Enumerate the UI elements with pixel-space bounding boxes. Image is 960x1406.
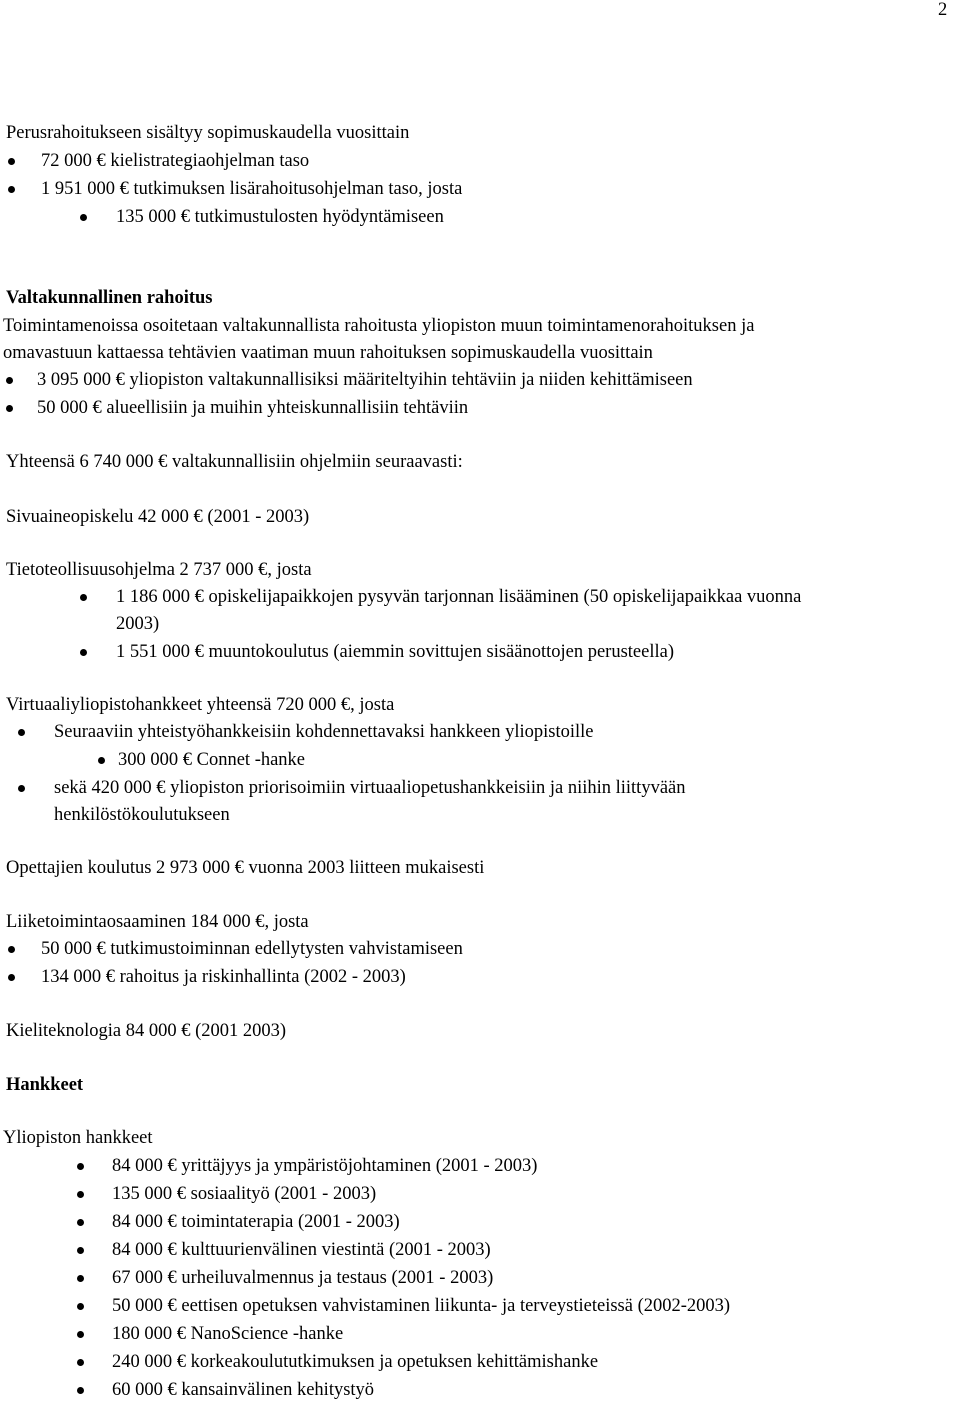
list-item: 84 000 € toimintaterapia (2001 - 2003): [112, 1212, 400, 1232]
sub-list-item: 300 000 € Connet -hanke: [118, 750, 306, 770]
bullet-icon: [77, 1387, 84, 1394]
bullet-icon: [77, 1303, 84, 1310]
bullet-icon: [18, 729, 25, 736]
list-item: 3 095 000 € yliopiston valtakunnallisiksi määriteltyihin tehtäviin ja niiden kehittämiseen: [37, 370, 693, 390]
teacher-training-line: Opettajien koulutus 2 973 000 € vuonna 2003 liitteen mukaisesti: [6, 858, 485, 878]
list-item: 50 000 € eettisen opetuksen vahvistaminen liikunta- ja terveystieteissä (2002-2003): [112, 1296, 731, 1316]
list-item: 134 000 € rahoitus ja riskinhallinta (2002 - 2003): [41, 967, 406, 987]
list-item: 67 000 € urheiluvalmennus ja testaus (2001 - 2003): [112, 1268, 494, 1288]
university-projects-heading: Yliopiston hankkeet: [3, 1128, 153, 1148]
basic-funding-heading: Perusrahoitukseen sisältyy sopimuskaudella vuosittain: [6, 123, 410, 143]
paragraph-line: omavastuun kattaessa tehtävien vaatiman muun rahoituksen sopimuskaudella vuosittain: [3, 343, 653, 363]
minor-studies-line: Sivuaineopiskelu 42 000 € (2001 - 2003): [6, 507, 310, 527]
business-skills-heading: Liiketoimintaosaaminen 184 000 €, josta: [6, 912, 309, 932]
bullet-icon: [8, 158, 15, 165]
bullet-icon: [6, 377, 13, 384]
list-item: 84 000 € yrittäjyys ja ympäristöjohtaminen (2001 - 2003): [112, 1156, 538, 1176]
bullet-icon: [77, 1275, 84, 1282]
paragraph-line: Toimintamenoissa osoitetaan valtakunnallista rahoitusta yliopiston muun toimintamenorahoituksen ja: [3, 316, 755, 336]
list-item: 72 000 € kielistrategiaohjelman taso: [41, 151, 310, 171]
list-item: 240 000 € korkeakoulututkimuksen ja opetuksen kehittämishanke: [112, 1352, 599, 1372]
total-line: Yhteensä 6 740 000 € valtakunnallisiin ohjelmiin seuraavasti:: [6, 452, 463, 472]
bullet-icon: [6, 405, 13, 412]
projects-heading: Hankkeet: [6, 1075, 84, 1095]
list-item: 1 551 000 € muuntokoulutus (aiemmin sovittujen sisäänottojen perusteella): [116, 642, 674, 662]
list-item-continuation: henkilöstökoulutukseen: [54, 805, 230, 825]
bullet-icon: [77, 1219, 84, 1226]
bullet-icon: [18, 785, 25, 792]
national-funding-heading: Valtakunnallinen rahoitus: [6, 288, 213, 308]
language-technology-line: Kieliteknologia 84 000 € (2001 2003): [6, 1021, 287, 1041]
bullet-icon: [80, 594, 87, 601]
list-item: Seuraaviin yhteistyöhankkeisiin kohdennettavaksi hankkeen yliopistoille: [54, 722, 594, 742]
list-item-continuation: 2003): [116, 614, 160, 634]
bullet-icon: [8, 946, 15, 953]
virtual-university-heading: Virtuaaliyliopistohankkeet yhteensä 720 000 €, josta: [6, 695, 395, 715]
bullet-icon: [8, 974, 15, 981]
bullet-icon: [98, 757, 105, 764]
bullet-icon: [77, 1331, 84, 1338]
bullet-icon: [8, 186, 15, 193]
list-item: 135 000 € sosiaalityö (2001 - 2003): [112, 1184, 377, 1204]
list-item: 60 000 € kansainvälinen kehitystyö: [112, 1380, 375, 1400]
list-item: 50 000 € alueellisiin ja muihin yhteiskunnallisiin tehtäviin: [37, 398, 469, 418]
bullet-icon: [77, 1191, 84, 1198]
page-number: 2: [938, 0, 948, 20]
list-item: 84 000 € kulttuurienvälinen viestintä (2001 - 2003): [112, 1240, 491, 1260]
list-item: 180 000 € NanoScience -hanke: [112, 1324, 344, 1344]
bullet-icon: [77, 1163, 84, 1170]
it-program-heading: Tietoteollisuusohjelma 2 737 000 €, josta: [6, 560, 312, 580]
list-item: sekä 420 000 € yliopiston priorisoimiin virtuaaliopetushankkeisiin ja niihin liittyvään: [54, 778, 686, 798]
bullet-icon: [77, 1247, 84, 1254]
sub-list-item: 135 000 € tutkimustulosten hyödyntämiseen: [116, 207, 444, 227]
bullet-icon: [77, 1359, 84, 1366]
list-item: 1 186 000 € opiskelijapaikkojen pysyvän tarjonnan lisääminen (50 opiskelijapaikkaa vuonna: [116, 587, 802, 607]
bullet-icon: [80, 649, 87, 656]
list-item: 50 000 € tutkimustoiminnan edellytysten vahvistamiseen: [41, 939, 463, 959]
list-item: 1 951 000 € tutkimuksen lisärahoitusohjelman taso, josta: [41, 179, 463, 199]
bullet-icon: [80, 214, 87, 221]
